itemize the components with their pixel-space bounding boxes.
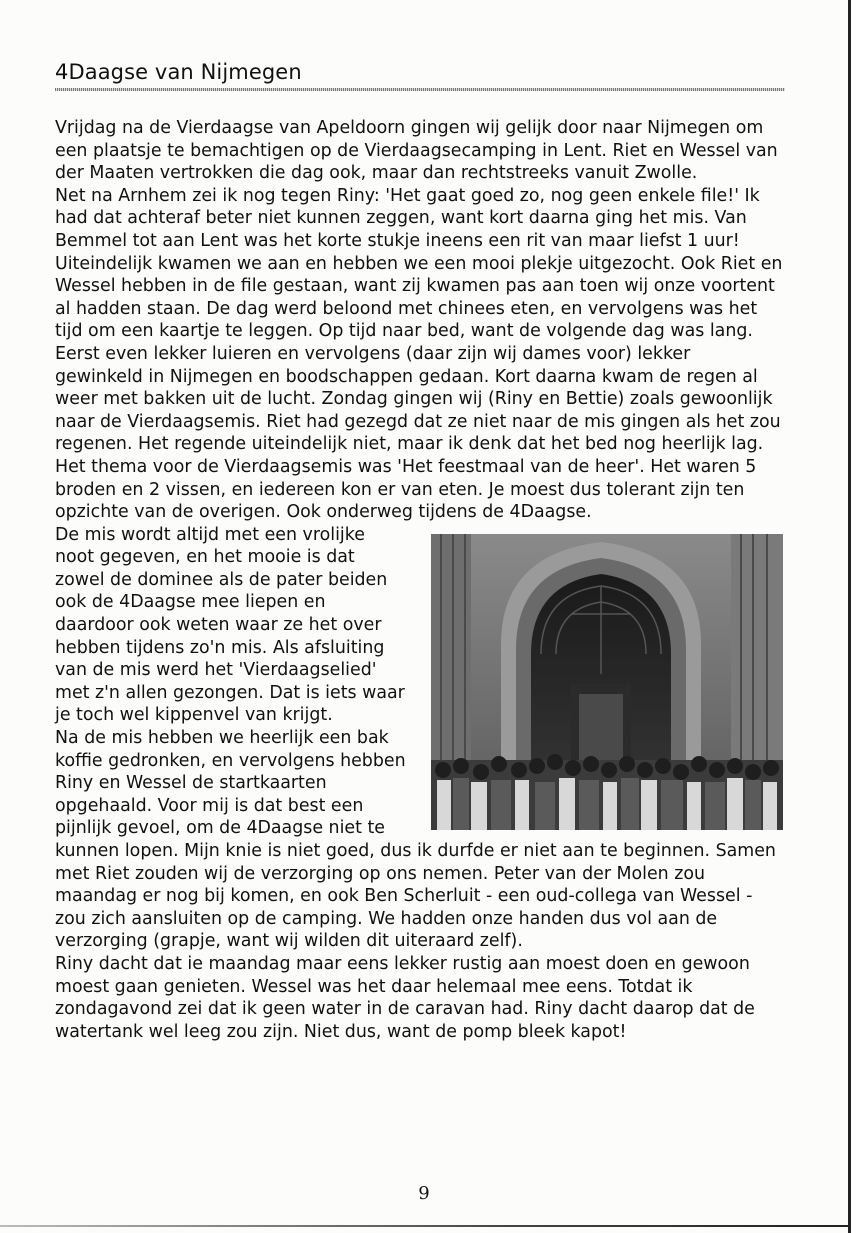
page-number: 9 xyxy=(418,1183,430,1204)
church-entrance-image xyxy=(431,534,783,830)
paragraph: Riny dacht dat ie maandag maar eens lekker rustig aan moest doen en gewoon moest gaan genieten. Wessel was het daar helemaal mee eens. Totdat ik zondagavond zei dat ik geen water in de caravan had. Riny dacht daarop dat de watertank wel leeg zou zijn. Niet dus, want de pomp bleek kapot! xyxy=(55,953,755,1042)
church-photo xyxy=(431,534,783,830)
paragraph: Vrijdag na de Vierdaagse van Apeldoorn gingen wij gelijk door naar Nijmegen om een plaatsje te bemachtigen op de Vierdaagsecamping in Lent. Riet en Wessel van der Maaten vertrokken die dag ook, maar dan rechtstreeks vanuit Zwolle. xyxy=(55,118,778,184)
article-title: 4Daagse van Nijmegen xyxy=(55,60,302,84)
article-body xyxy=(55,117,783,1043)
title-underline xyxy=(55,88,785,91)
paragraph: Het thema voor de Vierdaagsemis was 'Het feestmaal van de heer'. Het waren 5 broden en 2 vissen, en iedereen kon er van eten. Je moest dus tolerant zijn ten opzichte van de overigen. Ook onderweg tijdens de 4Daagse. xyxy=(55,456,757,523)
paragraph: Na de mis hebben we heerlijk een bak koffie gedronken, en vervolgens hebben Riny en Wessel de startkaarten opgehaald. Voor mij is dat best een pijnlijk gevoel, om de 4Daagse niet te kunnen lopen. Mijn knie is niet goed, dus ik durfde er niet aan te beginnen. Samen met Riet zouden wij de verzorging op ons nemen. Peter van der Molen zou maandag er nog bij komen, en ook Ben Scherluit - een oud-collega van Wessel - zou zich aansluiten op de camping. We hadden onze handen dus vol aan de verzorging (grapje, want wij wilden dit uiteraard zelf). xyxy=(55,728,776,952)
paragraph: Uiteindelijk kwamen we aan en hebben we een mooi plekje uitgezocht. Ook Riet en Wessel hebben in de file gestaan, want zij kwamen pas aan toen wij onze voortent al hadden staan. De dag werd beloond met chinees eten, en vervolgens was het tijd om een kaartje te leggen. Op tijd naar bed, want de volgende dag was lang. Eerst even lekker luieren en vervolgens (daar zijn wij dames voor) lekker gewinkeld in Nijmegen en boodschappen gedaan. Kort daarna kwam de regen al weer met bakken uit de lucht. Zondag gingen wij (Riny en Bettie) zoals gewoonlijk naar de Vierdaagsemis. Riet had gezegd dat ze niet naar de mis gingen als het zou regenen. Het regende uiteindelijk niet, maar ik denk dat het bed nog heerlijk lag. xyxy=(55,253,783,455)
paragraph: Net na Arnhem zei ik nog tegen Riny: 'Het gaat goed zo, nog geen enkele file!' Ik had dat achteraf beter niet kunnen zeggen, want kort daarna ging het mis. Van Bemmel tot aan Lent was het korte stukje ineens een rit van maar liefst 1 uur! xyxy=(55,185,760,251)
paragraph: De mis wordt altijd met een vrolijke noot gegeven, en het mooie is dat zowel de dominee als de pater beiden ook de 4Daagse mee liepen en daardoor ook weten waar ze het over hebben tijdens zo'n mis. Als afsluiting van de mis werd het 'Vierdaagselied' met z'n allen gezongen. Dat is iets waar je toch wel kippenvel van krijgt. xyxy=(55,524,405,726)
